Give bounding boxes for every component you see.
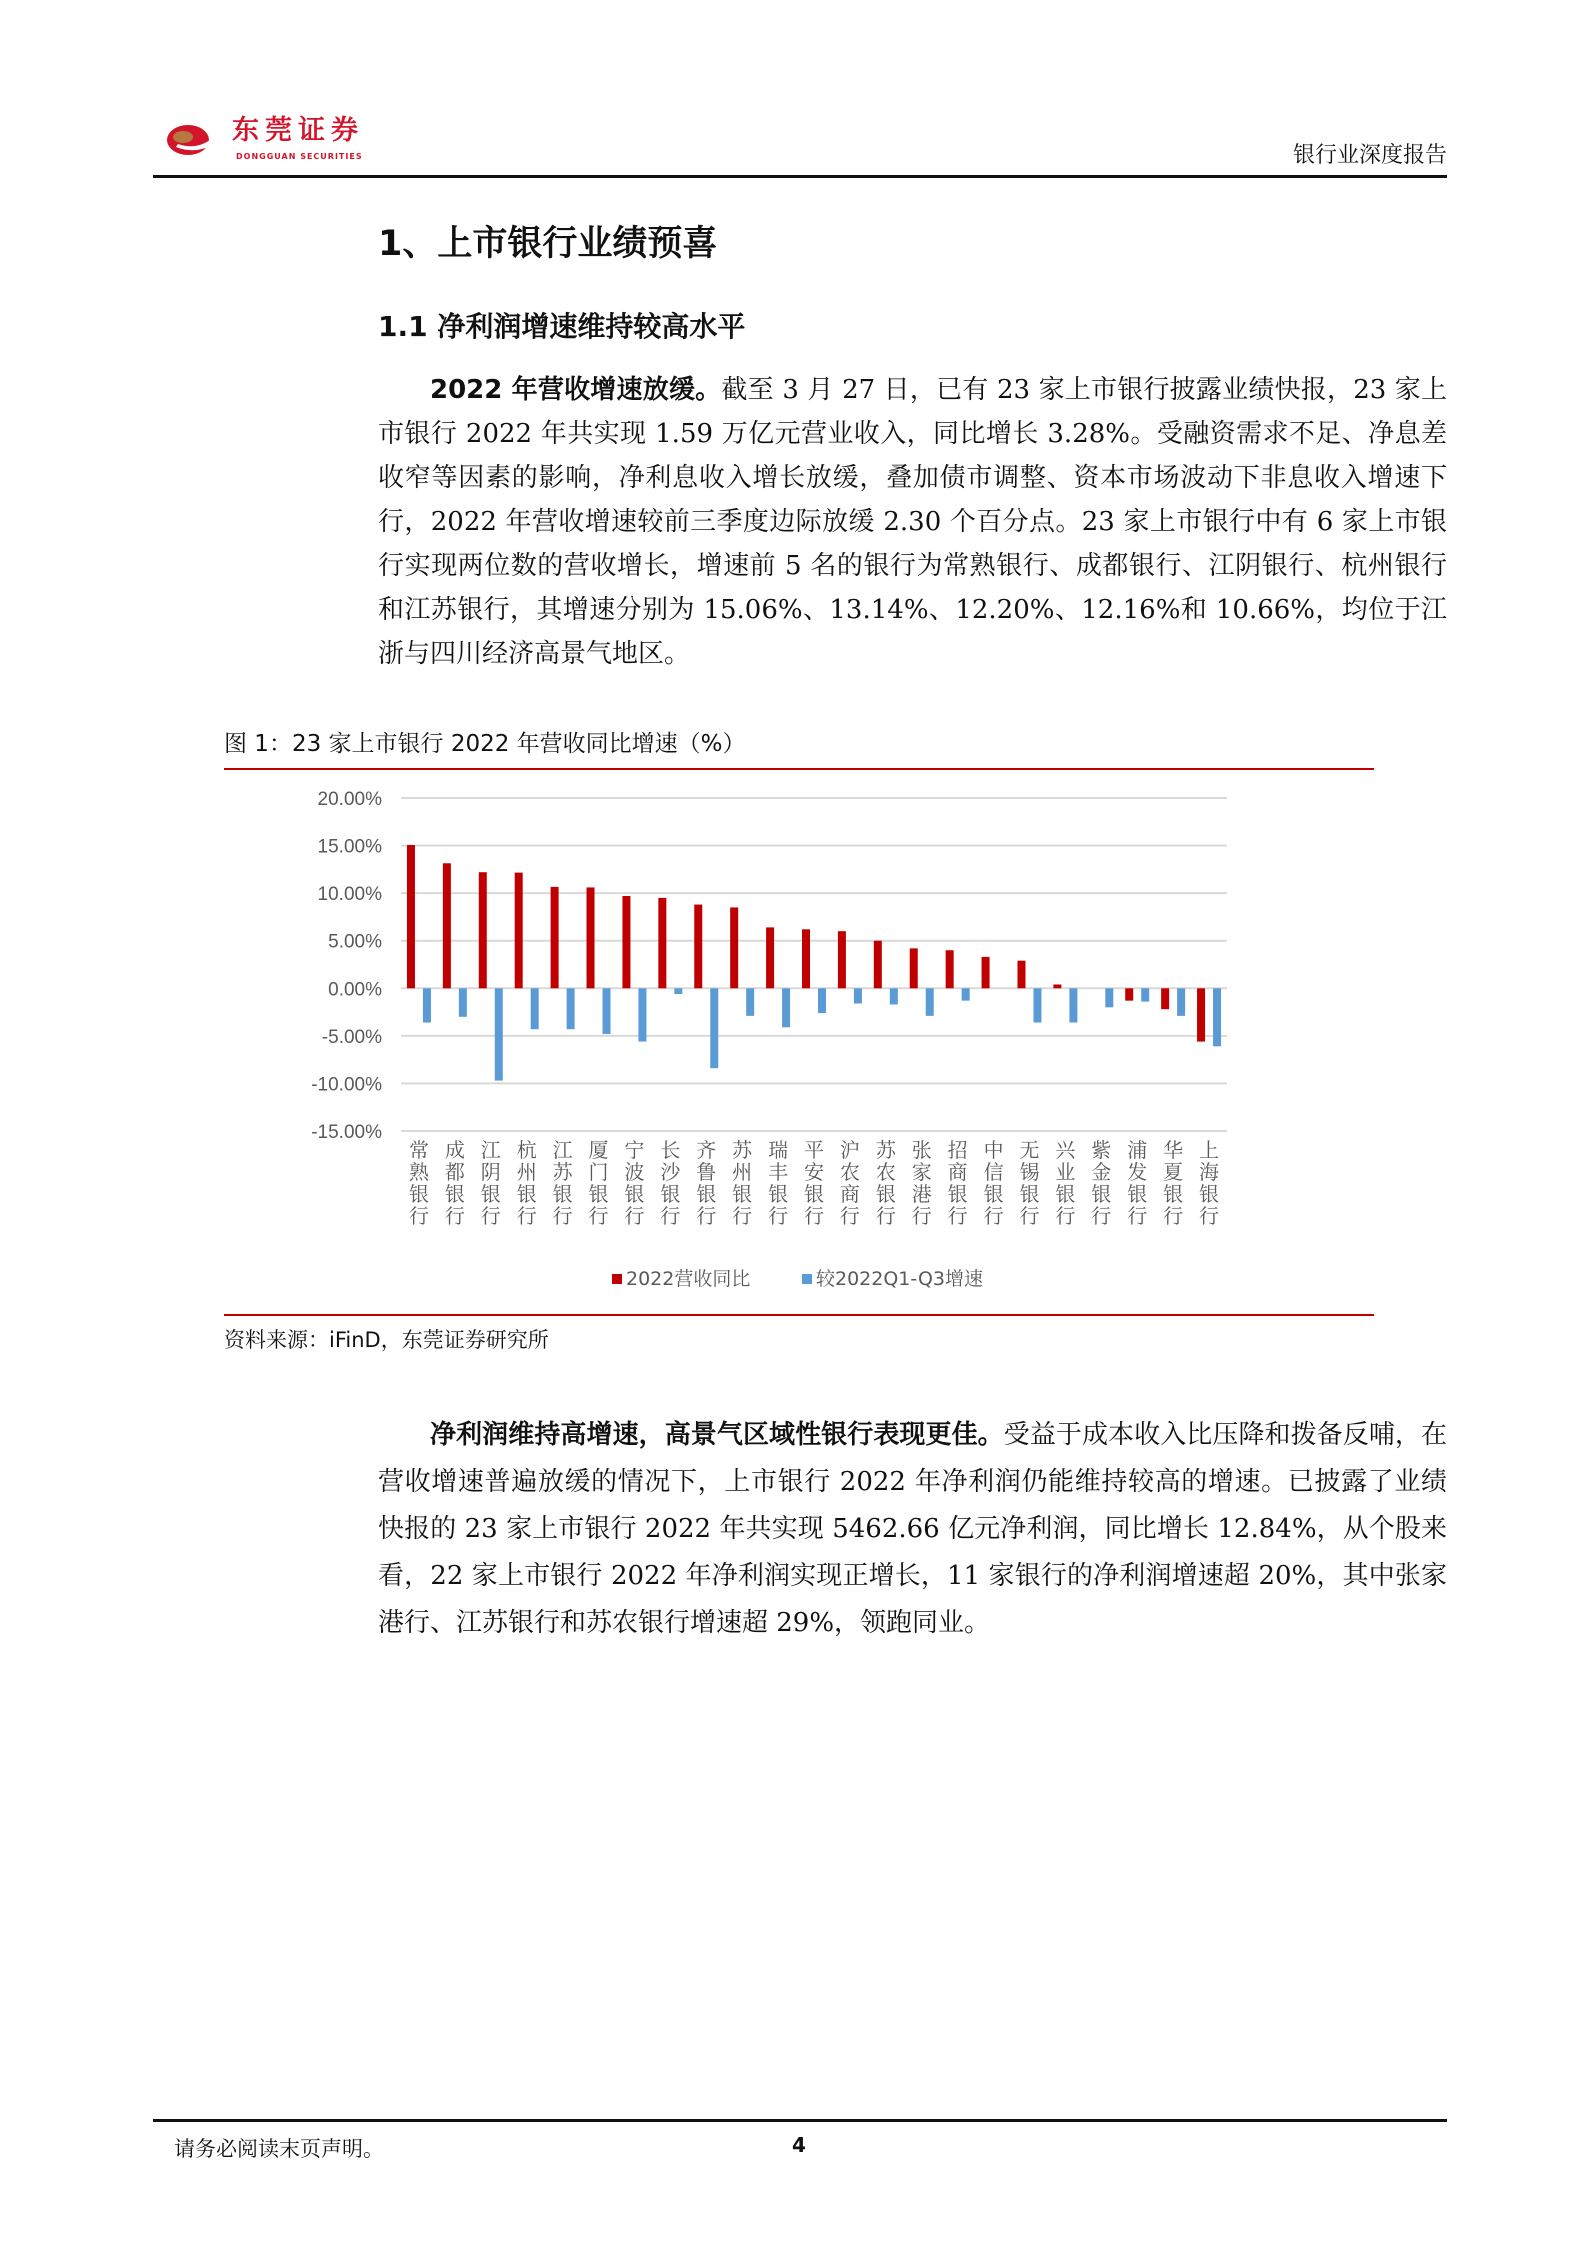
x-tick-label: 银 bbox=[552, 1182, 573, 1206]
bar-revenue-yoy bbox=[1125, 988, 1133, 1000]
x-tick-label: 安 bbox=[804, 1160, 824, 1184]
bar-revenue-yoy bbox=[766, 927, 774, 988]
x-tick-label: 张 bbox=[911, 1138, 932, 1162]
x-tick-label: 银 bbox=[947, 1182, 968, 1206]
x-tick-label: 行 bbox=[552, 1204, 573, 1228]
x-tick-label: 行 bbox=[624, 1204, 645, 1228]
x-tick-label: 海 bbox=[1199, 1160, 1220, 1184]
x-tick-label: 中 bbox=[983, 1138, 1004, 1162]
bar-revenue-yoy bbox=[1161, 988, 1169, 1009]
x-tick-label: 银 bbox=[588, 1182, 609, 1206]
x-tick-label: 波 bbox=[624, 1160, 645, 1184]
x-tick-label: 银 bbox=[1199, 1182, 1220, 1206]
x-tick-label: 行 bbox=[1091, 1204, 1112, 1228]
paragraph-body: 截至 3 月 27 日，已有 23 家上市银行披露业绩快报，23 家上市银行 2022 年共实现 1.59 万亿元营业收入，同比增长 3.28%。受融资需求不足、净息差收窄等因素的影响，净利息收入增长放缓，叠加债市调整、资本市场波动下非息收入增速下行，2022 年营收增速较前三季度边际放缓 2.30 个百分点。23 家上市银行中有 6 家上市银行实现两位数的营收增长，增速前 5 名的银行为常熟银行、成都银行、江阴银行、杭州银行和江苏银行，其增速分别为 15.06%、13.14%、12.20%、12.16%和 10.66%，均位于江浙与四川经济高景气地区。 bbox=[378, 375, 1447, 669]
x-tick-label: 宁 bbox=[624, 1138, 645, 1162]
x-tick-label: 银 bbox=[624, 1182, 645, 1206]
bar-vs-q1q3 bbox=[531, 988, 539, 1029]
x-tick-label: 上 bbox=[1199, 1138, 1220, 1162]
x-tick-label: 行 bbox=[983, 1204, 1004, 1228]
bar-revenue-yoy bbox=[802, 929, 810, 988]
x-tick-label: 银 bbox=[1055, 1182, 1076, 1206]
paragraph-lead: 净利润维持高增速，高景气区域性银行表现更佳。 bbox=[430, 1420, 1004, 1450]
y-tick-label: -5.00% bbox=[321, 1026, 382, 1048]
bar-revenue-yoy bbox=[587, 887, 595, 988]
x-tick-label: 行 bbox=[480, 1204, 501, 1228]
x-tick-label: 沪 bbox=[839, 1138, 860, 1162]
x-tick-label: 农 bbox=[839, 1160, 860, 1184]
page-number: 4 bbox=[792, 2133, 806, 2157]
bar-vs-q1q3 bbox=[890, 988, 898, 1004]
figure-title: 图 1：23 家上市银行 2022 年营收同比增速（%） bbox=[224, 731, 746, 757]
legend-swatch bbox=[802, 1274, 812, 1284]
bar-vs-q1q3 bbox=[567, 988, 575, 1029]
x-tick-label: 行 bbox=[911, 1204, 932, 1228]
bar-vs-q1q3 bbox=[459, 988, 467, 1017]
x-tick-label: 家 bbox=[911, 1160, 932, 1184]
x-tick-label: 兴 bbox=[1055, 1138, 1076, 1162]
x-tick-label: 紫 bbox=[1091, 1138, 1112, 1162]
x-tick-label: 银 bbox=[660, 1182, 681, 1206]
x-tick-label: 信 bbox=[983, 1160, 1004, 1184]
header-divider bbox=[153, 175, 1447, 178]
bar-revenue-yoy bbox=[838, 931, 846, 988]
bar-revenue-yoy bbox=[730, 907, 738, 988]
x-tick-label: 行 bbox=[875, 1204, 896, 1228]
y-tick-label: 20.00% bbox=[317, 789, 382, 810]
x-tick-label: 厦 bbox=[588, 1138, 609, 1162]
x-tick-label: 行 bbox=[732, 1204, 753, 1228]
bar-revenue-yoy bbox=[982, 957, 990, 988]
logo-text: 东莞证券 bbox=[232, 115, 364, 146]
x-tick-label: 浦 bbox=[1127, 1138, 1148, 1162]
x-tick-label: 州 bbox=[516, 1160, 537, 1184]
x-tick-label: 港 bbox=[911, 1182, 932, 1206]
bar-vs-q1q3 bbox=[638, 988, 646, 1041]
x-tick-label: 行 bbox=[768, 1204, 789, 1228]
x-tick-label: 银 bbox=[1163, 1182, 1184, 1206]
bar-revenue-yoy bbox=[407, 845, 415, 988]
x-tick-label: 银 bbox=[408, 1182, 429, 1206]
bar-revenue-yoy bbox=[694, 905, 702, 989]
bar-vs-q1q3 bbox=[854, 988, 862, 1003]
x-tick-label: 行 bbox=[696, 1204, 717, 1228]
x-tick-label: 业 bbox=[1055, 1160, 1076, 1184]
bar-revenue-yoy bbox=[1197, 988, 1205, 1041]
x-tick-label: 商 bbox=[839, 1182, 860, 1206]
bar-vs-q1q3 bbox=[1213, 988, 1221, 1046]
x-tick-label: 熟 bbox=[408, 1160, 429, 1184]
x-tick-label: 银 bbox=[983, 1182, 1004, 1206]
y-tick-label: 10.00% bbox=[317, 884, 382, 906]
bar-vs-q1q3 bbox=[926, 988, 934, 1016]
x-tick-label: 行 bbox=[804, 1204, 824, 1228]
x-tick-label: 行 bbox=[1019, 1204, 1040, 1228]
x-tick-label: 行 bbox=[1055, 1204, 1076, 1228]
bar-revenue-yoy bbox=[1053, 984, 1061, 988]
bar-vs-q1q3 bbox=[674, 988, 682, 994]
bar-vs-q1q3 bbox=[962, 988, 970, 1000]
x-tick-label: 银 bbox=[804, 1182, 824, 1206]
x-tick-label: 瑞 bbox=[768, 1138, 789, 1162]
paragraph-profit bbox=[378, 1412, 1447, 1647]
x-tick-label: 发 bbox=[1127, 1160, 1148, 1184]
figure-top-rule bbox=[224, 768, 1374, 770]
x-tick-label: 行 bbox=[588, 1204, 609, 1228]
x-tick-label: 齐 bbox=[696, 1138, 717, 1162]
bar-revenue-yoy bbox=[479, 872, 487, 988]
x-tick-label: 华 bbox=[1163, 1138, 1184, 1162]
x-tick-label: 银 bbox=[1091, 1182, 1112, 1206]
figure-source: 资料来源：iFinD，东莞证券研究所 bbox=[224, 1328, 549, 1352]
bar-vs-q1q3 bbox=[1033, 988, 1041, 1022]
x-tick-label: 无 bbox=[1019, 1138, 1040, 1162]
subsection-title: 1.1 净利润增速维持较高水平 bbox=[378, 310, 746, 343]
x-tick-label: 商 bbox=[947, 1160, 968, 1184]
x-tick-label: 行 bbox=[1199, 1204, 1220, 1228]
x-tick-label: 都 bbox=[444, 1160, 465, 1184]
bar-revenue-yoy bbox=[622, 896, 630, 988]
bar-vs-q1q3 bbox=[782, 988, 790, 1027]
x-tick-label: 银 bbox=[1019, 1182, 1040, 1206]
footer-disclaimer: 请务必阅读末页声明。 bbox=[174, 2137, 384, 2161]
bar-revenue-yoy bbox=[910, 948, 918, 988]
x-tick-label: 江 bbox=[480, 1138, 501, 1162]
logo-subtext: DONGGUAN SECURITIES bbox=[236, 152, 363, 161]
x-tick-label: 银 bbox=[444, 1182, 465, 1206]
x-tick-label: 门 bbox=[588, 1160, 609, 1184]
y-tick-label: 5.00% bbox=[328, 931, 382, 953]
bar-revenue-yoy bbox=[515, 873, 523, 989]
x-tick-label: 招 bbox=[947, 1138, 968, 1162]
paragraph-revenue bbox=[378, 368, 1447, 676]
bar-vs-q1q3 bbox=[746, 988, 754, 1016]
bar-vs-q1q3 bbox=[1105, 988, 1113, 1007]
x-tick-label: 银 bbox=[875, 1182, 896, 1206]
x-tick-label: 银 bbox=[480, 1182, 501, 1206]
section-title: 1、上市银行业绩预喜 bbox=[378, 224, 718, 264]
report-type: 银行业深度报告 bbox=[1292, 143, 1447, 168]
x-tick-label: 行 bbox=[408, 1204, 429, 1228]
bar-revenue-yoy bbox=[551, 887, 559, 988]
x-tick-label: 苏 bbox=[732, 1138, 753, 1162]
x-tick-label: 锡 bbox=[1019, 1160, 1040, 1184]
legend-swatch bbox=[612, 1274, 622, 1284]
footer-divider bbox=[153, 2119, 1447, 2122]
bar-revenue-yoy bbox=[658, 898, 666, 988]
x-tick-label: 平 bbox=[804, 1138, 824, 1162]
legend-label: 较2022Q1-Q3增速 bbox=[816, 1268, 983, 1290]
y-tick-label: 0.00% bbox=[328, 979, 382, 1001]
bar-vs-q1q3 bbox=[423, 988, 431, 1022]
x-tick-label: 行 bbox=[1163, 1204, 1184, 1228]
bar-vs-q1q3 bbox=[1141, 988, 1149, 1001]
bar-revenue-yoy bbox=[443, 863, 451, 988]
bar-vs-q1q3 bbox=[1177, 988, 1185, 1016]
x-tick-label: 鲁 bbox=[696, 1160, 717, 1184]
x-tick-label: 银 bbox=[732, 1182, 753, 1206]
legend-label: 2022营收同比 bbox=[626, 1268, 751, 1290]
y-tick-label: -10.00% bbox=[311, 1074, 382, 1096]
x-tick-label: 金 bbox=[1091, 1160, 1112, 1184]
x-tick-label: 成 bbox=[444, 1138, 465, 1162]
figure-bottom-rule bbox=[224, 1314, 1374, 1316]
x-tick-label: 行 bbox=[516, 1204, 537, 1228]
x-tick-label: 苏 bbox=[875, 1138, 896, 1162]
bar-vs-q1q3 bbox=[495, 988, 503, 1080]
bar-vs-q1q3 bbox=[1069, 988, 1077, 1022]
bar-revenue-yoy bbox=[1017, 961, 1025, 989]
paragraph-body: 受益于成本收入比压降和拨备反哺，在营收增速普遍放缓的情况下，上市银行 2022 年净利润仍能维持较高的增速。已披露了业绩快报的 23 家上市银行 2022 年共实现 5462.66 亿元净利润，同比增长 12.84%，从个股来看，22 家上市银行 2022 年净利润实现正增长，11 家银行的净利润增速超 20%，其中张家港行、江苏银行和苏农银行增速超 29%，领跑同业。 bbox=[378, 1420, 1447, 1638]
x-tick-label: 行 bbox=[839, 1204, 860, 1228]
x-tick-label: 州 bbox=[732, 1160, 753, 1184]
x-tick-label: 阴 bbox=[480, 1160, 501, 1184]
y-tick-label: 15.00% bbox=[317, 836, 382, 858]
x-tick-label: 银 bbox=[1127, 1182, 1148, 1206]
x-tick-label: 夏 bbox=[1163, 1160, 1184, 1184]
x-tick-label: 行 bbox=[660, 1204, 681, 1228]
bar-chart bbox=[224, 772, 1374, 1312]
bar-revenue-yoy bbox=[946, 950, 954, 988]
x-tick-label: 银 bbox=[696, 1182, 717, 1206]
x-tick-label: 丰 bbox=[768, 1160, 789, 1184]
x-tick-label: 江 bbox=[552, 1138, 573, 1162]
x-tick-label: 银 bbox=[516, 1182, 537, 1206]
x-tick-label: 银 bbox=[768, 1182, 789, 1206]
bar-revenue-yoy bbox=[874, 941, 882, 989]
x-tick-label: 农 bbox=[875, 1160, 896, 1184]
bar-vs-q1q3 bbox=[603, 988, 611, 1034]
y-tick-label: -15.00% bbox=[311, 1122, 382, 1143]
paragraph-lead: 2022 年营收增速放缓。 bbox=[430, 375, 722, 405]
bar-vs-q1q3 bbox=[818, 988, 826, 1013]
x-tick-label: 杭 bbox=[516, 1138, 537, 1162]
x-tick-label: 长 bbox=[660, 1138, 681, 1162]
x-tick-label: 行 bbox=[947, 1204, 968, 1228]
x-tick-label: 常 bbox=[408, 1138, 429, 1162]
x-tick-label: 沙 bbox=[660, 1160, 681, 1184]
bar-vs-q1q3 bbox=[710, 988, 718, 1068]
x-tick-label: 苏 bbox=[552, 1160, 573, 1184]
logo-icon bbox=[166, 120, 226, 160]
x-tick-label: 行 bbox=[444, 1204, 465, 1228]
x-tick-label: 行 bbox=[1127, 1204, 1148, 1228]
